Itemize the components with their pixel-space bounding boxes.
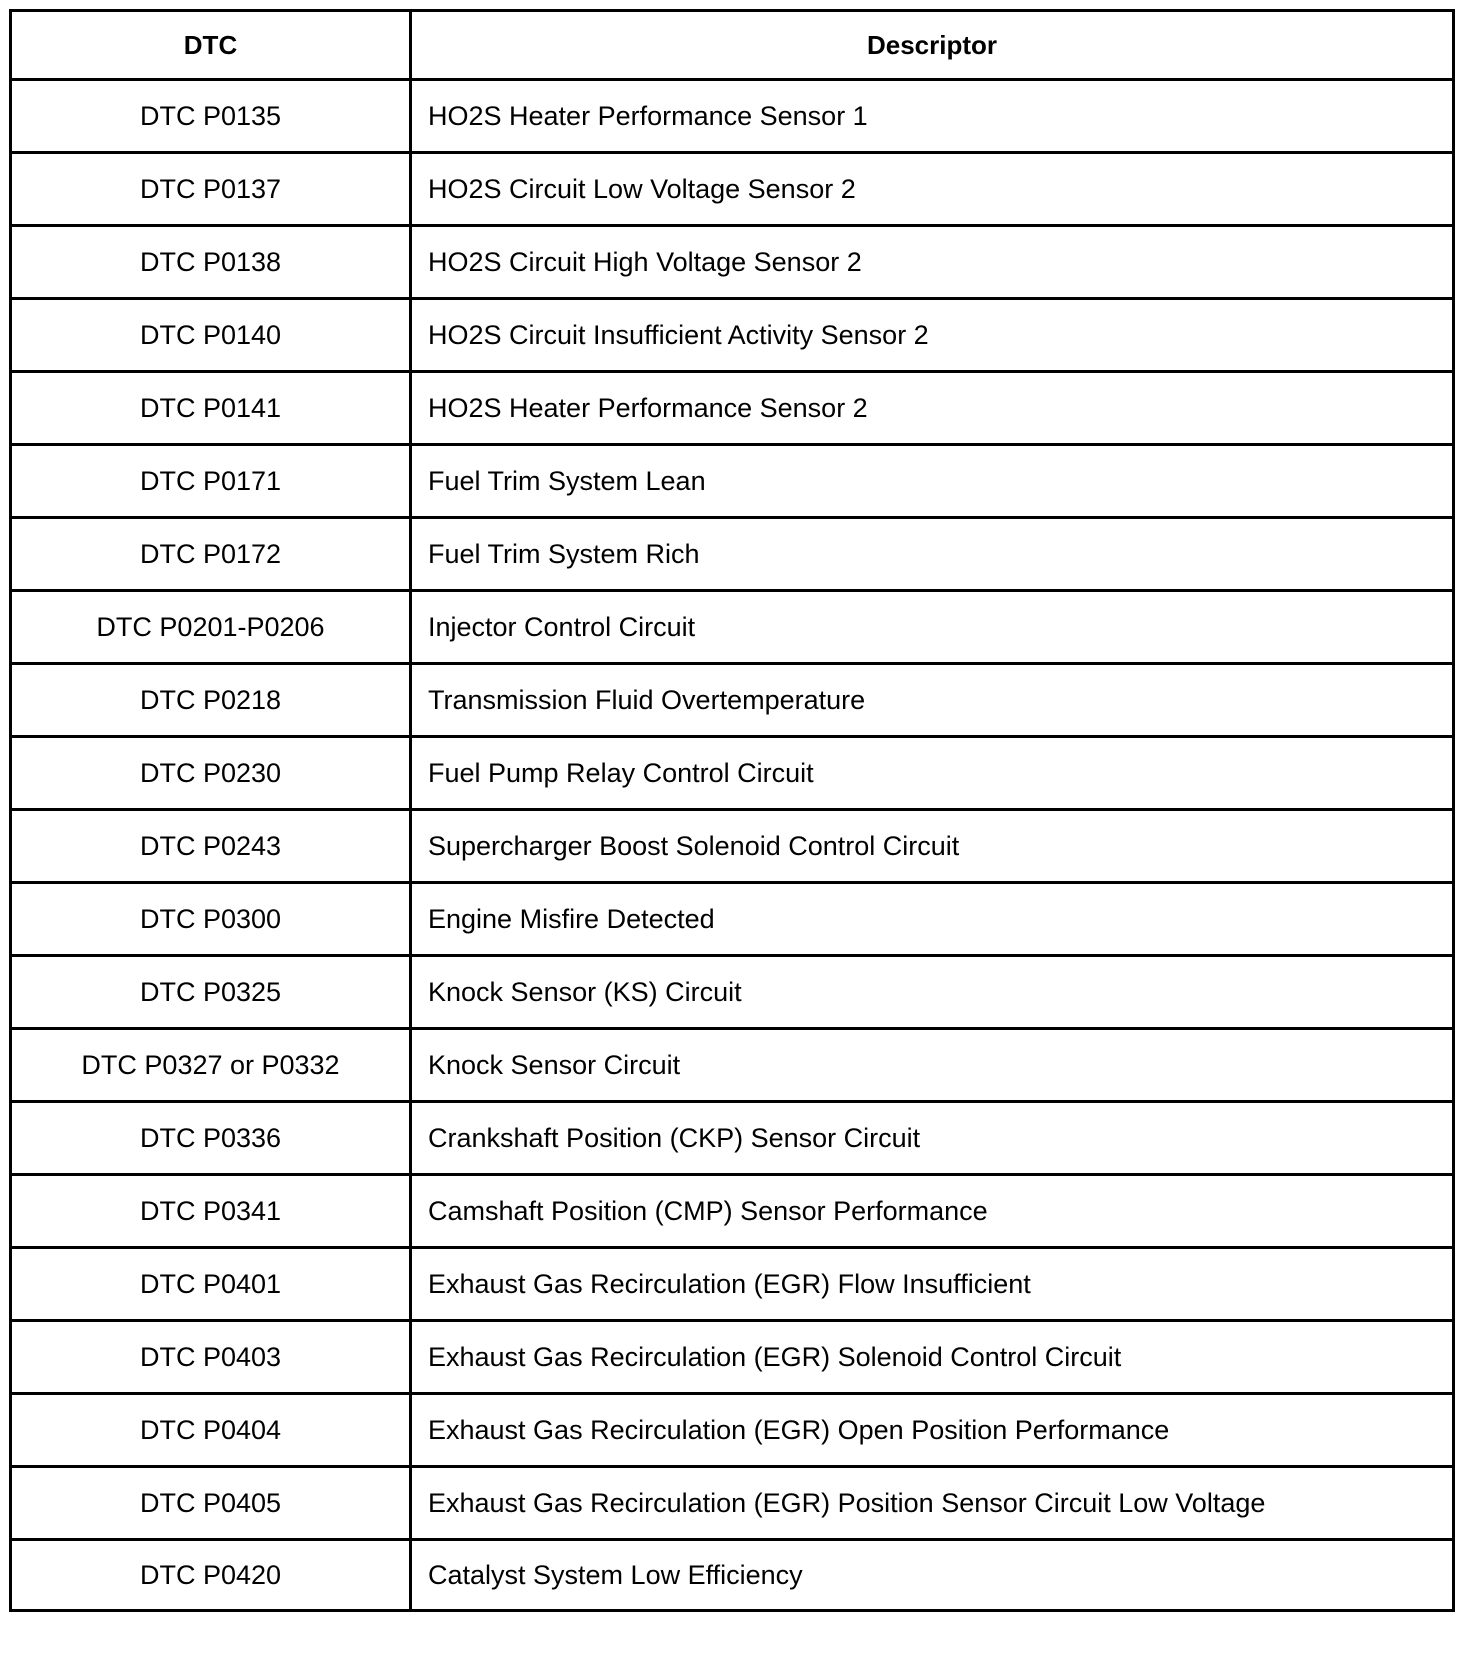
table-row (11, 1467, 1454, 1540)
descriptor-cell: Injector Control Circuit (411, 591, 1454, 664)
table-row (11, 1102, 1454, 1175)
table-row (11, 737, 1454, 810)
descriptor-cell: Camshaft Position (CMP) Sensor Performance (411, 1175, 1454, 1248)
table-row (11, 664, 1454, 737)
dtc-code-cell: DTC P0300 (11, 883, 411, 956)
descriptor-cell: Exhaust Gas Recirculation (EGR) Flow Insufficient (411, 1248, 1454, 1321)
dtc-code-cell: DTC P0405 (11, 1467, 411, 1540)
table-row (11, 591, 1454, 664)
table-row (11, 810, 1454, 883)
dtc-code-cell: DTC P0172 (11, 518, 411, 591)
table-row (11, 80, 1454, 153)
descriptor-cell: HO2S Circuit Low Voltage Sensor 2 (411, 153, 1454, 226)
table-body (11, 80, 1454, 1611)
dtc-code-cell: DTC P0137 (11, 153, 411, 226)
table-row (11, 518, 1454, 591)
descriptor-cell: HO2S Heater Performance Sensor 1 (411, 80, 1454, 153)
dtc-column-header: DTC (11, 11, 411, 80)
descriptor-cell: Exhaust Gas Recirculation (EGR) Position Sensor Circuit Low Voltage (411, 1467, 1454, 1540)
dtc-code-cell: DTC P0201-P0206 (11, 591, 411, 664)
header-row (11, 11, 1454, 80)
table-header (11, 11, 1454, 80)
table-row (11, 1321, 1454, 1394)
table-row (11, 299, 1454, 372)
dtc-code-cell: DTC P0325 (11, 956, 411, 1029)
dtc-code-cell: DTC P0403 (11, 1321, 411, 1394)
table-row (11, 1540, 1454, 1611)
table-row (11, 1175, 1454, 1248)
descriptor-cell: Engine Misfire Detected (411, 883, 1454, 956)
dtc-code-cell: DTC P0140 (11, 299, 411, 372)
dtc-code-cell: DTC P0135 (11, 80, 411, 153)
table-row (11, 883, 1454, 956)
descriptor-cell: Exhaust Gas Recirculation (EGR) Open Position Performance (411, 1394, 1454, 1467)
descriptor-cell: Exhaust Gas Recirculation (EGR) Solenoid Control Circuit (411, 1321, 1454, 1394)
dtc-code-cell: DTC P0171 (11, 445, 411, 518)
dtc-code-cell: DTC P0401 (11, 1248, 411, 1321)
dtc-code-cell: DTC P0336 (11, 1102, 411, 1175)
dtc-code-cell: DTC P0141 (11, 372, 411, 445)
descriptor-column-header: Descriptor (411, 11, 1454, 80)
dtc-code-cell: DTC P0341 (11, 1175, 411, 1248)
dtc-table (9, 9, 1455, 1612)
table-row (11, 1029, 1454, 1102)
table-row (11, 153, 1454, 226)
table-row (11, 372, 1454, 445)
descriptor-cell: Supercharger Boost Solenoid Control Circuit (411, 810, 1454, 883)
descriptor-cell: Catalyst System Low Efficiency (411, 1540, 1454, 1611)
table-row (11, 1248, 1454, 1321)
descriptor-cell: Knock Sensor (KS) Circuit (411, 956, 1454, 1029)
descriptor-cell: Fuel Trim System Rich (411, 518, 1454, 591)
descriptor-cell: Fuel Trim System Lean (411, 445, 1454, 518)
dtc-code-cell: DTC P0230 (11, 737, 411, 810)
descriptor-cell: Fuel Pump Relay Control Circuit (411, 737, 1454, 810)
descriptor-cell: Knock Sensor Circuit (411, 1029, 1454, 1102)
descriptor-cell: HO2S Circuit Insufficient Activity Sensor 2 (411, 299, 1454, 372)
dtc-code-cell: DTC P0138 (11, 226, 411, 299)
table-row (11, 226, 1454, 299)
dtc-code-cell: DTC P0420 (11, 1540, 411, 1611)
dtc-code-cell: DTC P0218 (11, 664, 411, 737)
dtc-code-cell: DTC P0404 (11, 1394, 411, 1467)
dtc-code-cell: DTC P0327 or P0332 (11, 1029, 411, 1102)
descriptor-cell: Transmission Fluid Overtemperature (411, 664, 1454, 737)
table-row (11, 445, 1454, 518)
dtc-code-cell: DTC P0243 (11, 810, 411, 883)
table-row (11, 956, 1454, 1029)
descriptor-cell: Crankshaft Position (CKP) Sensor Circuit (411, 1102, 1454, 1175)
table-row (11, 1394, 1454, 1467)
descriptor-cell: HO2S Heater Performance Sensor 2 (411, 372, 1454, 445)
descriptor-cell: HO2S Circuit High Voltage Sensor 2 (411, 226, 1454, 299)
